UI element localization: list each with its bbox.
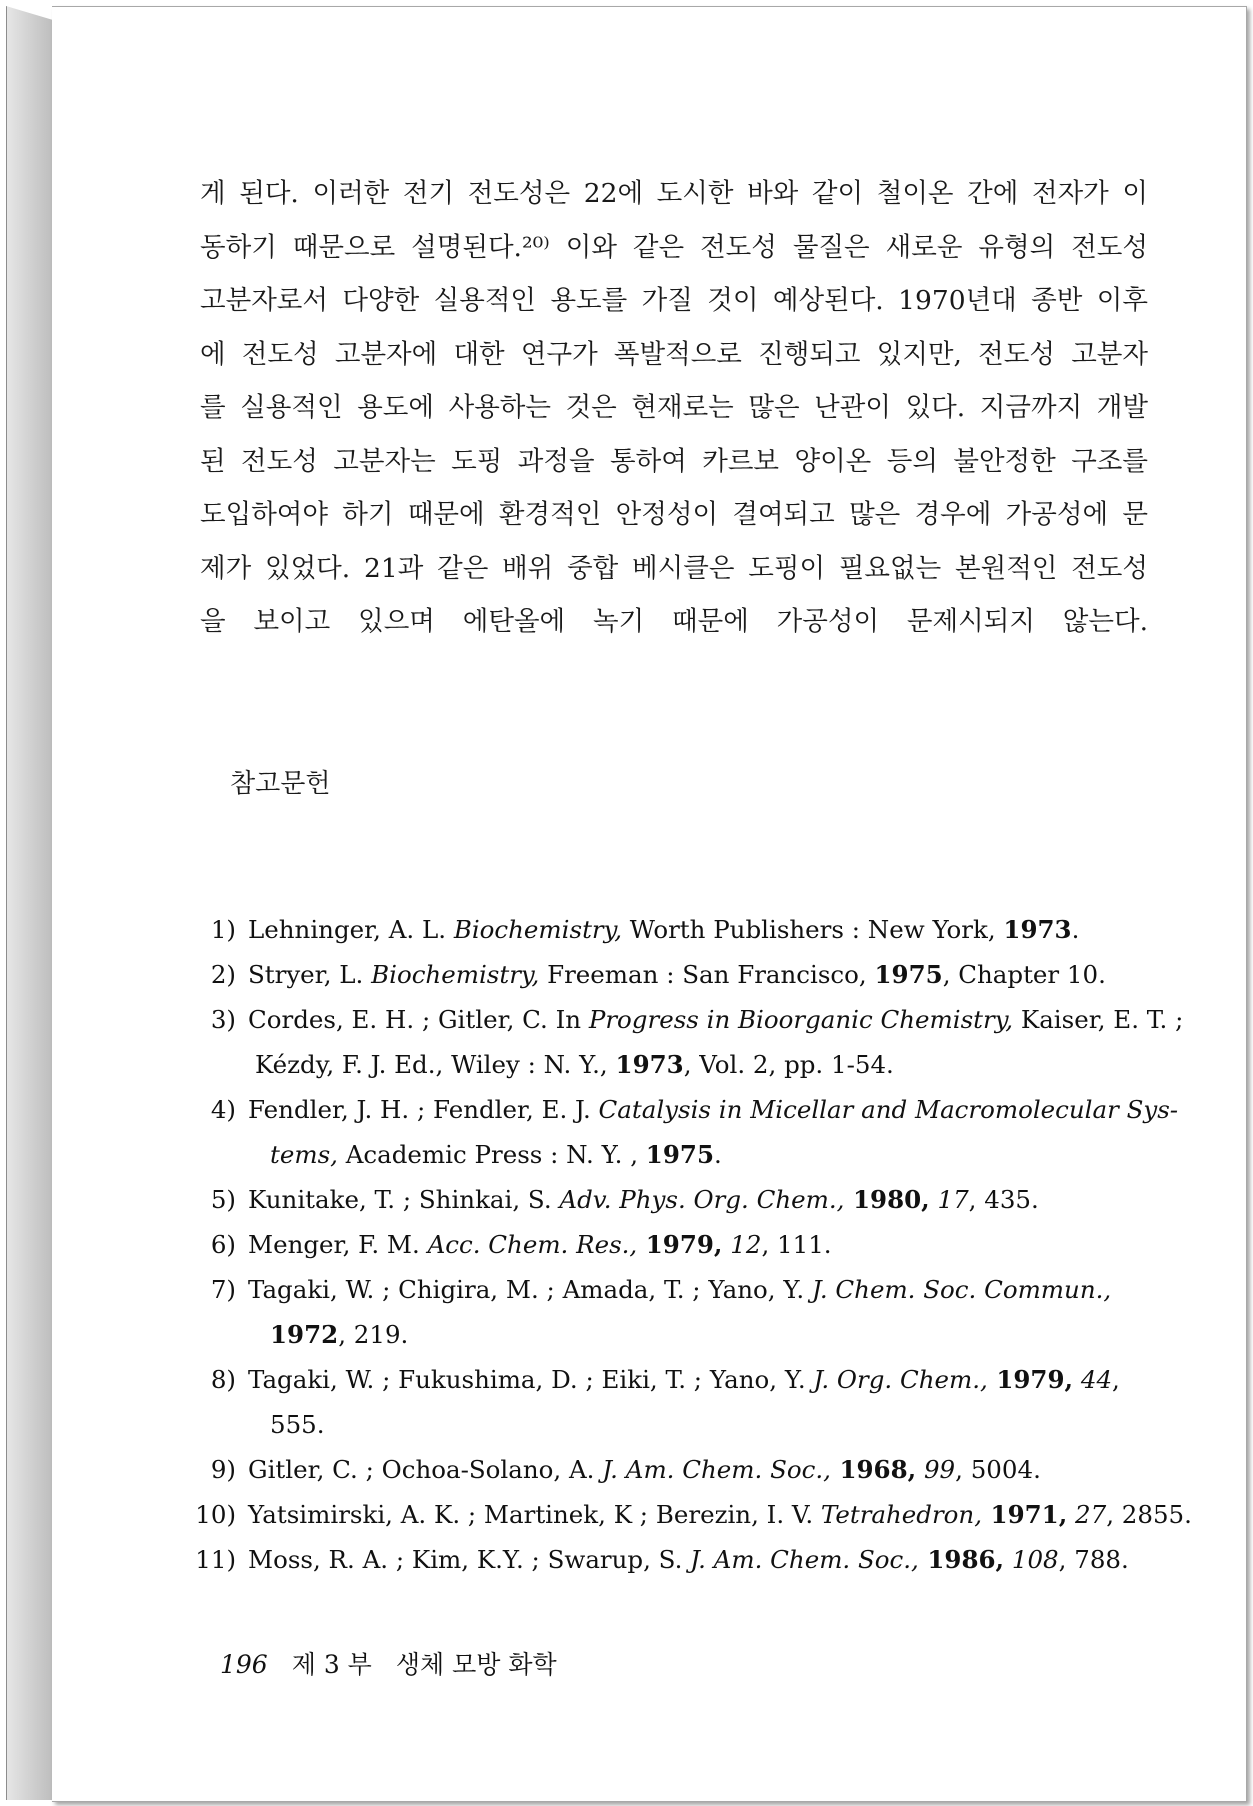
- reference-item: 3) Cordes, E. H. ; Gitler, C. In Progress in Bioorganic Chemistry, Kaiser, E. T. ;: [210, 1005, 1184, 1034]
- page-footer: [220, 1645, 557, 1681]
- page-number: 196: [220, 1650, 268, 1679]
- body-line: 된 전도성 고분자는 도핑 과정을 통하여 카르보 양이온 등의 불안정한 구조를: [200, 445, 1148, 477]
- reference-item: 8) Tagaki, W. ; Fukushima, D. ; Eiki, T. ; Yano, Y. J. Org. Chem., 1979, 44,: [210, 1365, 1120, 1394]
- reference-item: 7) Tagaki, W. ; Chigira, M. ; Amada, T. ; Yano, Y. J. Chem. Soc. Commun.,: [210, 1275, 1112, 1304]
- book-page: [52, 6, 1247, 1802]
- body-line: 를 실용적인 용도에 사용하는 것은 현재로는 많은 난관이 있다. 지금까지 개발: [200, 392, 1148, 423]
- body-line: 에 전도성 고분자에 대한 연구가 폭발적으로 진행되고 있지만, 전도성 고분자: [200, 338, 1148, 370]
- part-label: 제 3 부: [291, 1650, 372, 1679]
- reference-item-continuation: tems, Academic Press : N. Y. , 1975.: [270, 1140, 722, 1169]
- reference-list: [190, 907, 1192, 1582]
- body-line: 게 된다. 이러한 전기 전도성은 22에 도시한 바와 같이 철이온 간에 전자가 이: [200, 178, 1148, 209]
- reference-item: 10) Yatsimirski, A. K. ; Martinek, K ; Berezin, I. V. Tetrahedron, 1971, 27, 2855.: [195, 1500, 1192, 1529]
- body-line: 도입하여야 하기 때문에 환경적인 안정성이 결여되고 많은 경우에 가공성에 문: [200, 499, 1148, 530]
- body-paragraph: [200, 167, 1148, 649]
- book-spine: [6, 6, 53, 1800]
- body-line: 제가 있었다. 21과 같은 배위 중합 베시클은 도핑이 필요없는 본원적인 전도성: [200, 552, 1148, 584]
- reference-item: 6) Menger, F. M. Acc. Chem. Res., 1979, 12, 111.: [210, 1230, 832, 1259]
- body-line: 동하기 때문으로 설명된다.²⁰⁾ 이와 같은 전도성 물질은 새로운 유형의 전도성: [200, 231, 1148, 263]
- reference-item: 4) Fendler, J. H. ; Fendler, E. J. Catalysis in Micellar and Macromolecular Sys-: [210, 1095, 1179, 1124]
- chapter-title: 생체 모방 화학: [395, 1650, 557, 1679]
- body-line: 고분자로서 다양한 실용적인 용도를 가질 것이 예상된다. 1970년대 종반 이후: [200, 285, 1148, 316]
- reference-item-continuation: Kézdy, F. J. Ed., Wiley : N. Y., 1973, Vol. 2, pp. 1-54.: [255, 1050, 894, 1079]
- reference-item: 1) Lehninger, A. L. Biochemistry, Worth Publishers : New York, 1973.: [210, 915, 1080, 944]
- reference-item: 9) Gitler, C. ; Ochoa-Solano, A. J. Am. Chem. Soc., 1968, 99, 5004.: [210, 1455, 1041, 1484]
- reference-item-continuation: 1972, 219.: [270, 1320, 409, 1349]
- references-heading: 참고문헌: [230, 769, 331, 799]
- reference-item: 11) Moss, R. A. ; Kim, K.Y. ; Swarup, S. J. Am. Chem. Soc., 1986, 108, 788.: [195, 1545, 1129, 1574]
- reference-item: 5) Kunitake, T. ; Shinkai, S. Adv. Phys. Org. Chem., 1980, 17, 435.: [210, 1185, 1039, 1214]
- body-line: 을 보이고 있으며 에탄올에 녹기 때문에 가공성이 문제시되지 않는다.: [200, 606, 1148, 637]
- reference-item: 2) Stryer, L. Biochemistry, Freeman : San Francisco, 1975, Chapter 10.: [210, 960, 1106, 989]
- reference-item-continuation: 555.: [270, 1410, 325, 1439]
